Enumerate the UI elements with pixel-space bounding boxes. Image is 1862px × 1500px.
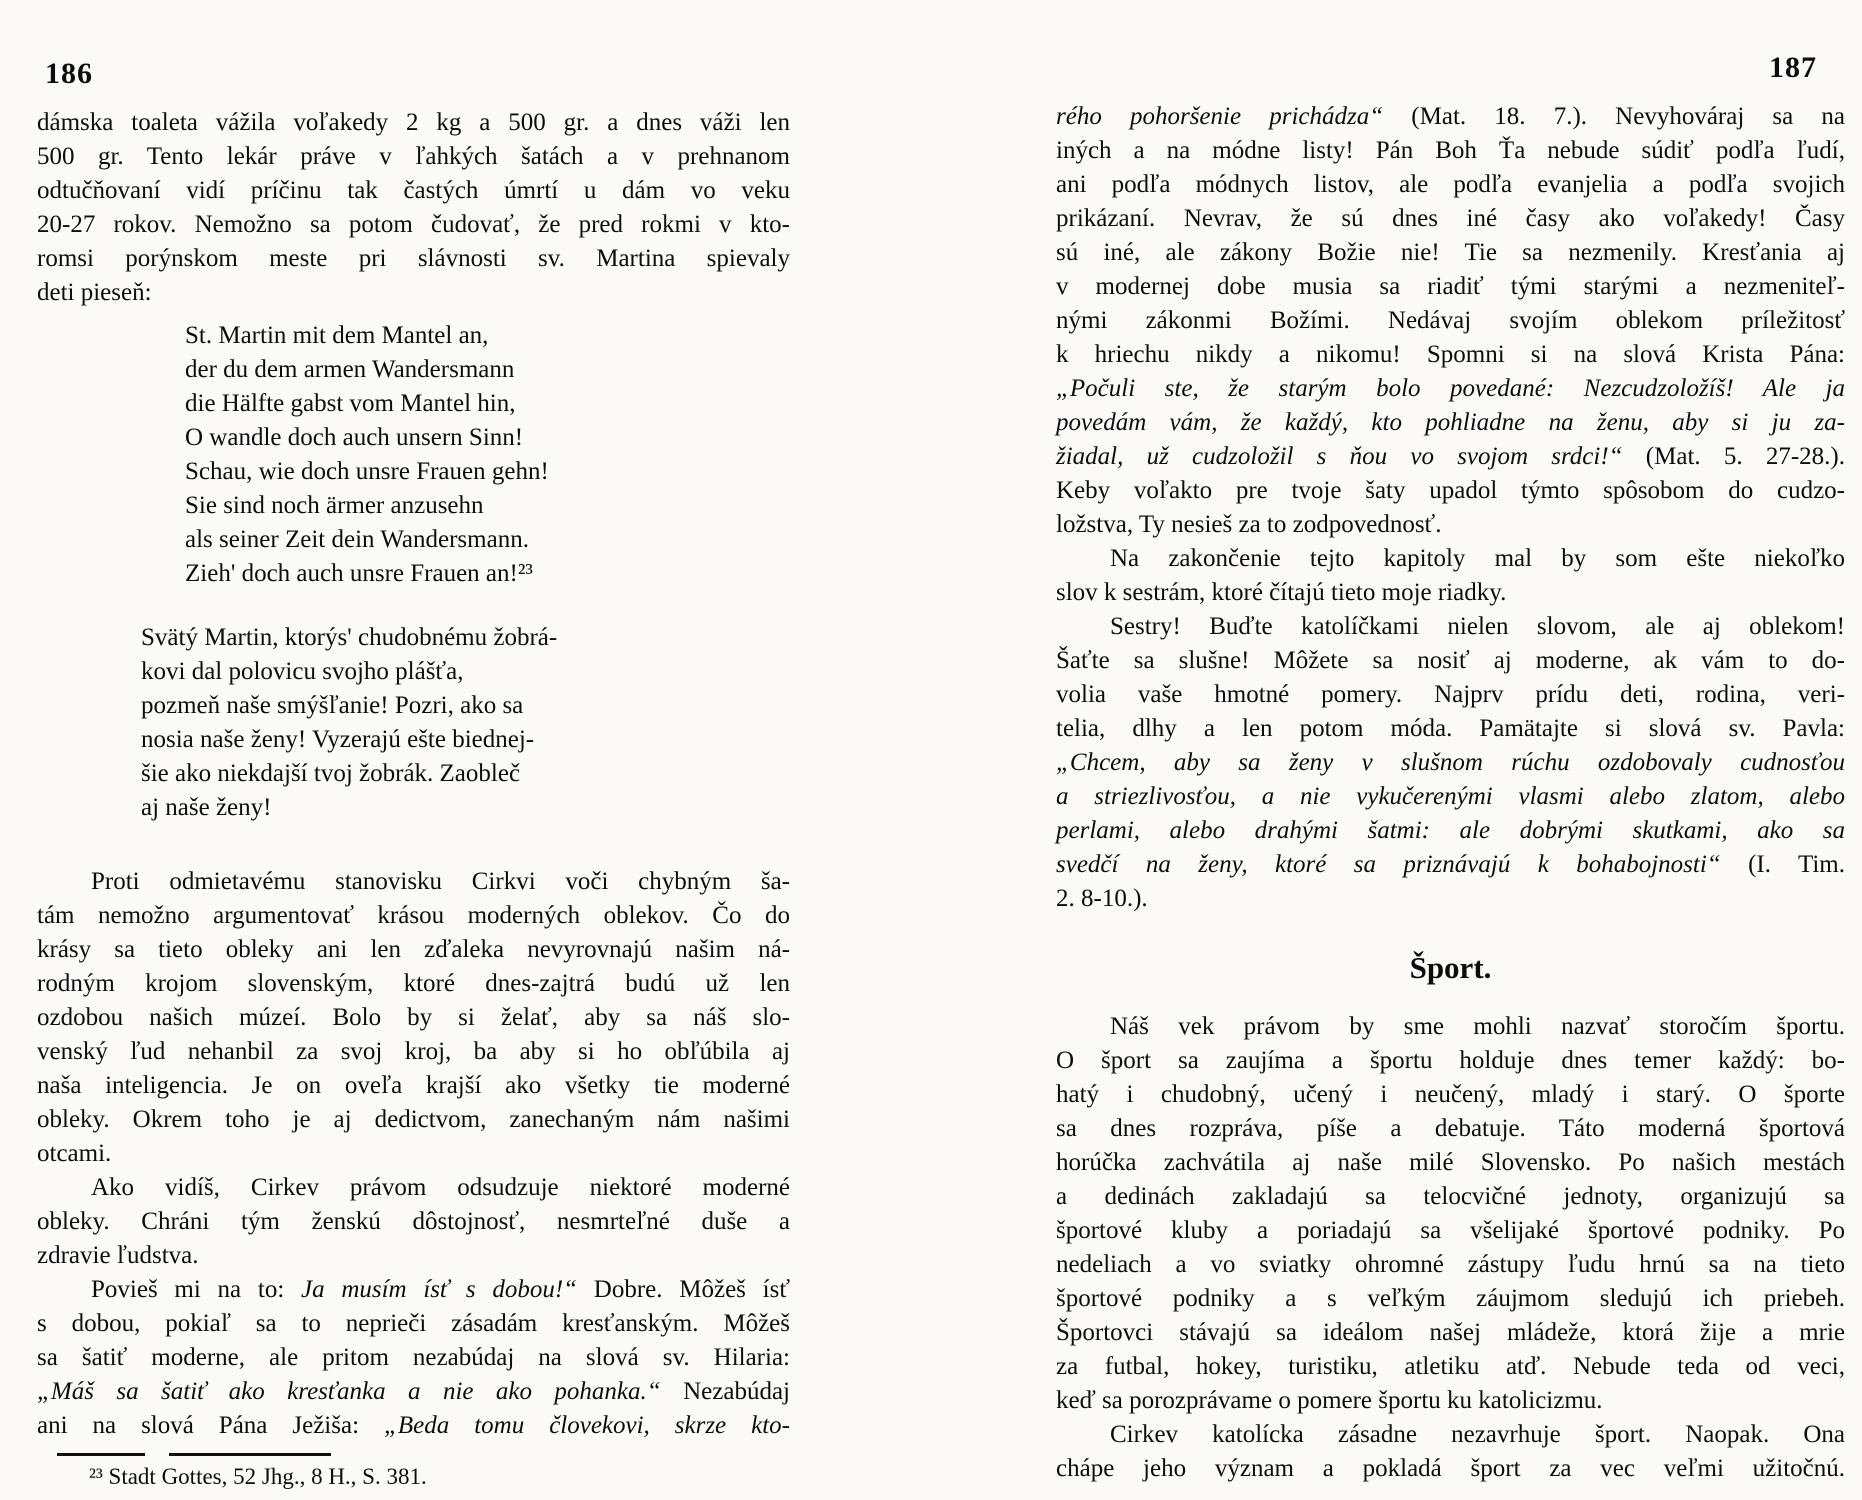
roman-text: Svätý Martin, ktorýs' chudobnému žobrá-	[141, 624, 558, 651]
roman-text: Športovci stávajú sa ideálom našej mládeže, ktorá žije a mrie	[1056, 1319, 1845, 1346]
roman-text: ani na slová Pána Ježiša:	[37, 1412, 384, 1439]
roman-text: Šaťte sa slušne! Môžete sa nosiť aj moderne, ak vám to do-	[1056, 647, 1845, 674]
text-line	[1056, 1384, 1845, 1418]
text-line	[1056, 168, 1845, 202]
roman-text: (Mat. 18. 7.). Nevyhováraj sa na	[1383, 103, 1845, 130]
roman-text: der du dem armen Wandersmann	[185, 356, 515, 383]
italic-text: „Počuli ste, že starým bolo povedané: Nezcudzoložíš! Ale ja	[1056, 375, 1845, 402]
text-line	[37, 174, 790, 208]
rule-bar	[57, 1453, 145, 1456]
roman-text: keď sa porozprávame o pomere športu ku katolicizmu.	[1056, 1387, 1603, 1414]
page-left-content	[37, 106, 790, 1492]
roman-text: slov k sestrám, ktoré čítajú tieto moje riadky.	[1056, 579, 1507, 606]
text-line	[1056, 1180, 1845, 1214]
text-line	[1056, 304, 1845, 338]
roman-text: k hriechu nikdy a nikomu! Spomni si na slová Krista Pána:	[1056, 341, 1845, 368]
paragraph	[37, 1273, 790, 1443]
roman-text: v modernej dobe musia sa riadiť tými starými a nezmeniteľ-	[1056, 273, 1845, 300]
paragraph	[1056, 542, 1845, 610]
text-line	[1056, 882, 1845, 916]
text-line	[1056, 814, 1845, 848]
text-line	[1056, 1078, 1845, 1112]
roman-text: (Mat. 5. 27-28.).	[1622, 443, 1845, 470]
text-line	[37, 208, 790, 242]
roman-text: (I. Tim.	[1720, 851, 1845, 878]
roman-text: O šport sa zaujíma a športu holduje dnes temer každý: bo-	[1056, 1047, 1845, 1074]
text-line	[1056, 508, 1845, 542]
text-line	[1056, 1418, 1845, 1452]
text-line	[185, 353, 790, 387]
paragraph	[37, 1171, 790, 1273]
roman-text: ložstva, Ty nesieš za to zodpovednosť.	[1056, 511, 1442, 538]
roman-text: ani podľa módnych listov, ale podľa evanjelia a podľa svojich	[1056, 171, 1845, 198]
roman-text: St. Martin mit dem Mantel an,	[185, 322, 489, 349]
text-line	[185, 455, 790, 489]
roman-text: a dedinách zakladajú sa telocvičné jednoty, organizujú sa	[1056, 1183, 1845, 1210]
text-line	[37, 865, 790, 899]
text-line	[37, 899, 790, 933]
page-right	[1056, 52, 1845, 1486]
roman-text: športové podniky a s veľkým záujmom sledujú ich priebeh.	[1056, 1285, 1845, 1312]
roman-text: tám nemožno argumentovať krásou moderných oblekov. Čo do	[37, 902, 790, 929]
slovak-verse	[37, 621, 790, 825]
roman-text: naša inteligencia. Je on oveľa krajší ako všetky tie moderné	[37, 1072, 790, 1099]
text-line	[1056, 610, 1845, 644]
paragraph	[1056, 1418, 1845, 1486]
roman-text: kovi dal polovicu svojho plášťa,	[141, 658, 464, 685]
roman-text: deti pieseň:	[37, 279, 152, 306]
text-line	[37, 1341, 790, 1375]
roman-text: Proti odmietavému stanovisku Cirkvi voči chybným ša-	[91, 868, 790, 895]
text-line	[37, 933, 790, 967]
roman-text: O wandle doch auch unsern Sinn!	[185, 424, 524, 451]
roman-text: za futbal, hokey, turistiku, atletiku atď. Nebude teda od veci,	[1056, 1353, 1845, 1380]
roman-text: krásy sa tieto obleky ani len zďaleka nevyrovnajú našim ná-	[37, 936, 790, 963]
text-line	[37, 1307, 790, 1341]
text-line	[37, 1035, 790, 1069]
roman-text: volia vaše hmotné pomery. Najprv prídu deti, rodina, veri-	[1056, 681, 1845, 708]
text-line	[185, 319, 790, 353]
roman-text: Náš vek právom by sme mohli nazvať storočím športu.	[1110, 1013, 1845, 1040]
text-line	[1056, 678, 1845, 712]
roman-text: Keby voľakto pre tvoje šaty upadol týmto spôsobom do cudzo-	[1056, 477, 1845, 504]
text-line	[1056, 780, 1845, 814]
text-line	[1056, 848, 1845, 882]
text-line	[1056, 474, 1845, 508]
italic-text: povedám vám, že každý, kto pohliadne na ženu, aby si ju za-	[1056, 409, 1845, 436]
roman-text: prikázaní. Nevrav, že sú dnes iné časy ako voľakedy! Časy	[1056, 205, 1845, 232]
paragraph	[1056, 1010, 1845, 1418]
text-line	[37, 140, 790, 174]
italic-text: rého pohoršenie prichádza“	[1056, 103, 1384, 130]
text-line	[141, 757, 790, 791]
footnote-separator	[57, 1453, 790, 1456]
text-line	[185, 557, 790, 591]
roman-text: Ako vidíš, Cirkev právom odsudzuje niektoré moderné	[91, 1174, 790, 1201]
roman-text: s dobou, pokiaľ sa to neprieči zásadám kresťanským. Môžeš	[37, 1310, 790, 1337]
continuation-paragraph	[1056, 100, 1845, 542]
roman-text: pozmeň naše smýšľanie! Pozri, ako sa	[141, 692, 524, 719]
text-line	[1056, 440, 1845, 474]
text-line	[1056, 644, 1845, 678]
text-line	[1056, 100, 1845, 134]
roman-text: Sestry! Buďte katolíčkami nielen slovom, ale aj oblekom!	[1110, 613, 1845, 640]
text-line	[1056, 1282, 1845, 1316]
italic-text: „Beda tomu človekovi, skrze kto-	[383, 1412, 790, 1439]
roman-text: die Hälfte gabst vom Mantel hin,	[185, 390, 516, 417]
footnote-text	[37, 1462, 790, 1492]
text-line	[1056, 746, 1845, 780]
text-line	[185, 489, 790, 523]
roman-text: aj naše ženy!	[141, 794, 272, 821]
roman-text: obleky. Okrem toho je aj dedictvom, zanechaným nám našimi	[37, 1106, 790, 1133]
text-line	[141, 621, 790, 655]
text-line	[1056, 236, 1845, 270]
roman-text: sa dnes rozpráva, píše a debatuje. Táto moderná športová	[1056, 1115, 1845, 1142]
page-number-right: 187	[1769, 51, 1817, 84]
roman-text: hatý i chudobný, učený i neučený, mladý i starý. O športe	[1056, 1081, 1845, 1108]
text-line	[1056, 712, 1845, 746]
text-line	[1056, 338, 1845, 372]
text-line	[1056, 1010, 1845, 1044]
roman-text: Schau, wie doch unsre Frauen gehn!	[185, 458, 549, 485]
roman-text: Zieh' doch auch unsre Frauen an!²³	[185, 560, 533, 587]
text-line	[1056, 1112, 1845, 1146]
text-line	[1056, 1214, 1845, 1248]
text-line	[1056, 1316, 1845, 1350]
roman-text: 2. 8-10.).	[1056, 885, 1148, 912]
roman-text: obleky. Chráni tým ženskú dôstojnosť, nesmrteľné duše a	[37, 1208, 790, 1235]
text-line	[37, 1375, 790, 1409]
roman-text: Povieš mi na to:	[91, 1276, 301, 1303]
roman-text: sú iné, ale zákony Božie nie! Tie sa nezmenily. Kresťania aj	[1056, 239, 1845, 266]
german-verse	[37, 319, 790, 591]
roman-text: Dobre. Môžeš ísť	[577, 1276, 791, 1303]
section-heading: Šport.	[1409, 950, 1492, 985]
continuation-paragraph	[37, 106, 790, 310]
roman-text: šie ako niekdajší tvoj žobrák. Zaobleč	[141, 760, 521, 787]
text-line	[37, 1069, 790, 1103]
page-right-content	[1056, 100, 1845, 1486]
roman-text: nosia naše ženy! Vyzerajú ešte biednej-	[141, 726, 535, 753]
text-line	[141, 791, 790, 825]
roman-text: zdravie ľudstva.	[37, 1242, 199, 1269]
page-left	[37, 58, 790, 1492]
italic-text: perlami, alebo drahými šatmi: ale dobrými skutkami, ako sa	[1056, 817, 1845, 844]
text-line	[37, 276, 790, 310]
text-line	[141, 723, 790, 757]
text-line	[37, 1205, 790, 1239]
text-line	[37, 1239, 790, 1273]
text-line	[1056, 576, 1845, 610]
roman-text: Nezabúdaj	[660, 1378, 790, 1405]
text-line	[1056, 542, 1845, 576]
text-line	[37, 106, 790, 140]
roman-text: Cirkev katolícka zásadne nezavrhuje šport. Naopak. Ona	[1110, 1421, 1845, 1448]
text-line	[1056, 406, 1845, 440]
text-line	[1056, 1452, 1845, 1486]
text-line	[37, 967, 790, 1001]
italic-text: a striezlivosťou, a nie vykučerenými vlasmi alebo zlatom, alebo	[1056, 783, 1845, 810]
roman-text: dámska toaleta vážila voľakedy 2 kg a 500 gr. a dnes váži len	[37, 109, 790, 136]
roman-text: ²³ Stadt Gottes, 52 Jhg., 8 H., S. 381.	[89, 1464, 427, 1489]
roman-text: als seiner Zeit dein Wandersmann.	[185, 526, 529, 553]
italic-text: žiadal, už cudzoložil s ňou vo svojom srdci!“	[1056, 443, 1623, 470]
roman-text: nedeliach a vo sviatky ohromné zástupy ľudu hrnú sa na tieto	[1056, 1251, 1845, 1278]
roman-text: 500 gr. Tento lekár práve v ľahkých šatách a v prehnanom	[37, 143, 790, 170]
text-line	[141, 655, 790, 689]
italic-text: svedčí na ženy, ktoré sa priznávajú k bohabojnosti“	[1056, 851, 1721, 878]
text-line	[37, 1001, 790, 1035]
text-line	[1056, 1350, 1845, 1384]
text-line	[37, 242, 790, 276]
italic-text: „Chcem, aby sa ženy v slušnom rúchu ozdobovaly cudnosťou	[1056, 749, 1845, 776]
roman-text: venský ľud nehanbil za svoj kroj, ba aby si ho obľúbila aj	[37, 1038, 790, 1065]
roman-text: otcami.	[37, 1140, 112, 1167]
text-line	[185, 421, 790, 455]
roman-text: chápe jeho význam a pokladá šport za vec veľmi užitočnú.	[1056, 1455, 1845, 1482]
roman-text: telia, dlhy a len potom móda. Pamätajte si slová sv. Pavla:	[1056, 715, 1845, 742]
text-line	[37, 1273, 790, 1307]
text-line	[1056, 372, 1845, 406]
text-line	[1056, 202, 1845, 236]
roman-text: Na zakončenie tejto kapitoly mal by som ešte niekoľko	[1110, 545, 1845, 572]
roman-text: horúčka zachvátila aj naše milé Slovensko. Po našich mestách	[1056, 1149, 1845, 1176]
paragraph	[37, 865, 790, 1171]
roman-text: romsi porýnskom meste pri slávnosti sv. Martina spievaly	[37, 245, 790, 272]
roman-text: odtučňovaní vidí príčinu tak častých úmrtí u dám vo veku	[37, 177, 790, 204]
text-line	[185, 387, 790, 421]
text-line	[1056, 134, 1845, 168]
roman-text: 20-27 rokov. Nemožno sa potom čudovať, že pred rokmi v kto-	[37, 211, 790, 238]
roman-text: iných a na módne listy! Pán Boh Ťa nebude súdiť podľa ľudí,	[1056, 137, 1845, 164]
text-line	[37, 1103, 790, 1137]
text-line	[185, 523, 790, 557]
italic-text: Ja musím ísť s dobou!“	[301, 1276, 578, 1303]
text-line	[1056, 1044, 1845, 1078]
roman-text: nými zákonmi Božími. Nedávaj svojím oblekom príležitosť	[1056, 307, 1845, 334]
page-number-left: 186	[45, 57, 93, 90]
text-line	[141, 689, 790, 723]
rule-bar	[169, 1453, 331, 1456]
roman-text: športové kluby a poriadajú sa všelijaké športové podniky. Po	[1056, 1217, 1845, 1244]
roman-text: ozdobou našich múzeí. Bolo by si želať, aby sa náš slo-	[37, 1004, 790, 1031]
paragraph	[1056, 610, 1845, 916]
text-line	[37, 1171, 790, 1205]
roman-text: Sie sind noch ärmer anzusehn	[185, 492, 484, 519]
roman-text: sa šatiť moderne, ale pritom nezabúdaj na slová sv. Hilaria:	[37, 1344, 790, 1371]
text-line	[1056, 1248, 1845, 1282]
text-line	[1056, 1146, 1845, 1180]
text-line	[37, 1409, 790, 1443]
roman-text: rodným krojom slovenským, ktoré dnes-zajtrá budú už len	[37, 970, 790, 997]
footnote	[37, 1453, 790, 1492]
italic-text: „Máš sa šatiť ako kresťanka a nie ako pohanka.“	[37, 1378, 661, 1405]
text-line	[1056, 270, 1845, 304]
text-line	[37, 1137, 790, 1171]
